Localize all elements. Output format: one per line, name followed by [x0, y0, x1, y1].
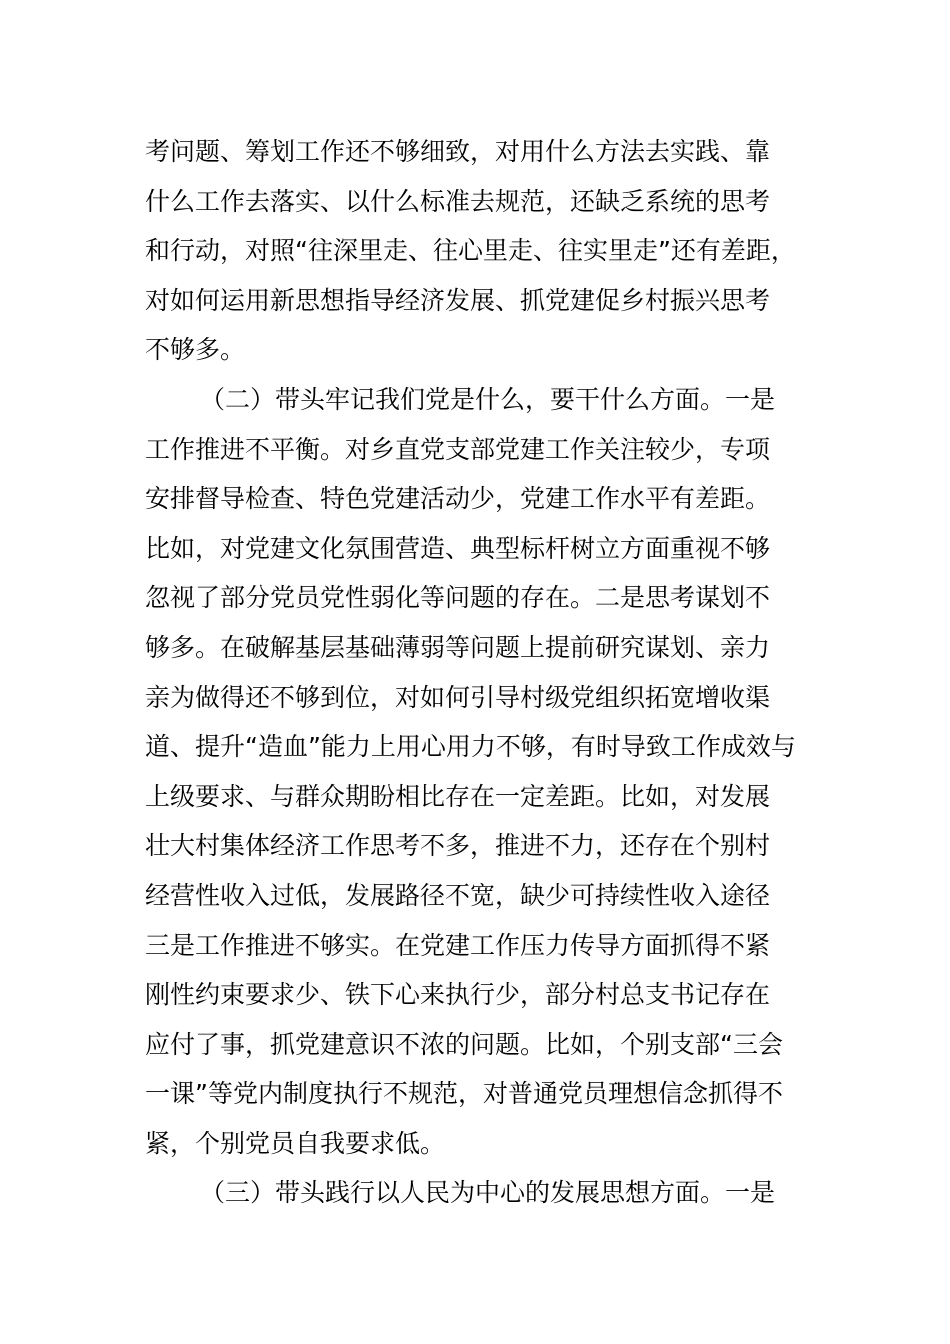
text-line: （三）带头践行以人民为中心的发展思想方面。一是	[200, 1178, 776, 1208]
text-line: 忽视了部分党员党性弱化等问题的存在。二是思考谋划不	[145, 583, 771, 613]
text-line: 考问题、筹划工作还不够细致，对用什么方法去实践、靠	[145, 137, 771, 166]
paragraph	[145, 1168, 825, 1218]
text-line: 壮大村集体经济工作思考不多，推进不力，还存在个别村	[145, 831, 771, 861]
text-line: 道、提升“造血”能力上用心用力不够，有时导致工作成效与	[145, 732, 796, 762]
text-line: 比如，对党建文化氛围营造、典型标杆树立方面重视不够	[145, 533, 771, 563]
text-line: 应付了事，抓党建意识不浓的问题。比如，个别支部“三会	[145, 1029, 783, 1059]
text-line: 不够多。	[145, 335, 246, 365]
text-line: 工作推进不平衡。对乡直党支部党建工作关注较少，专项	[145, 434, 771, 464]
paragraph	[145, 127, 825, 375]
text-line: 对如何运用新思想指导经济发展、抓党建促乡村振兴思考	[145, 285, 771, 315]
text-line: 三是工作推进不够实。在党建工作压力传导方面抓得不紧	[145, 930, 771, 960]
text-line: 安排督导检查、特色党建活动少，党建工作水平有差距。	[145, 484, 771, 514]
text-line: 上级要求、与群众期盼相比存在一定差距。比如，对发展	[145, 781, 771, 811]
paragraph	[145, 375, 825, 1169]
text-line: 够多。在破解基层基础薄弱等问题上提前研究谋划、亲力	[145, 632, 771, 662]
text-line: 紧，个别党员自我要求低。	[145, 1128, 446, 1158]
text-line: （二）带头牢记我们党是什么，要干什么方面。一是	[200, 384, 776, 414]
document-body	[145, 127, 825, 1218]
text-line: 亲为做得还不够到位，对如何引导村级党组织拓宽增收渠	[145, 682, 771, 712]
text-line: 一课”等党内制度执行不规范，对普通党员理想信念抓得不	[145, 1079, 783, 1109]
text-line: 经营性收入过低，发展路径不宽，缺少可持续性收入途径	[145, 880, 771, 910]
text-line: 什么工作去落实、以什么标准去规范，还缺乏系统的思考	[145, 186, 771, 216]
text-line: 刚性约束要求少、铁下心来执行少，部分村总支书记存在	[145, 980, 771, 1010]
text-line: 和行动，对照“往深里走、往心里走、往实里走”还有差距，	[145, 236, 796, 266]
